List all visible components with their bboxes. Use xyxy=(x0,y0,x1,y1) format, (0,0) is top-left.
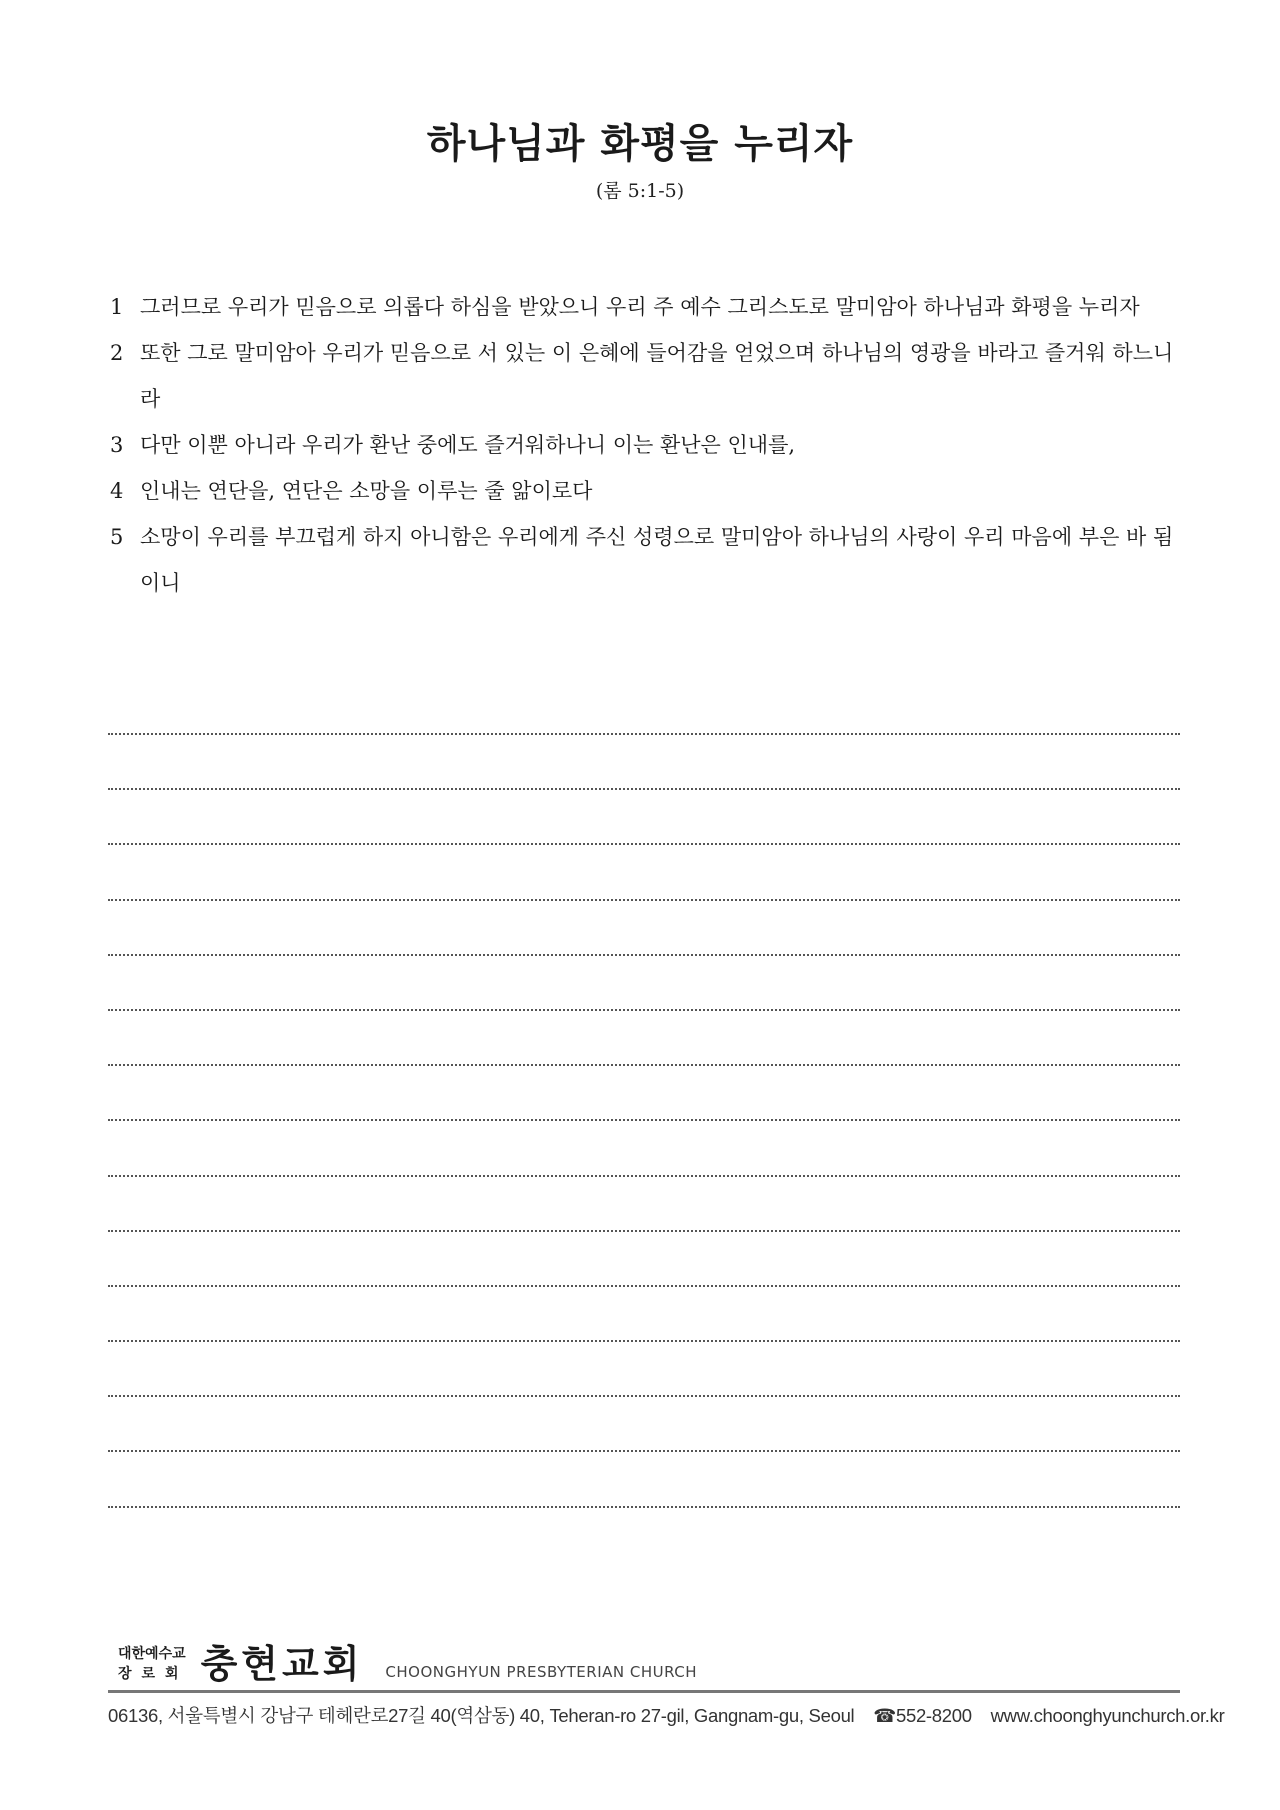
verse-item xyxy=(110,468,1190,514)
writing-line xyxy=(108,1009,1180,1011)
writing-line xyxy=(108,1506,1180,1508)
church-address: 06136, 서울특별시 강남구 테헤란로27길 40(역삼동) 40, Teheran-ro 27-gil, Gangnam-gu, Seoul xyxy=(108,1705,855,1726)
writing-line xyxy=(108,899,1180,901)
denomination-line2: 장로회 xyxy=(118,1666,189,1682)
denomination-line1: 대한예수교 xyxy=(118,1646,186,1662)
writing-line xyxy=(108,788,1180,790)
verse-text: 인내는 연단을, 연단은 소망을 이루는 줄 앎이로다 xyxy=(140,479,593,503)
verse-number: 2 xyxy=(110,341,124,365)
verse-number: 4 xyxy=(110,479,124,503)
verse-list xyxy=(110,284,1190,606)
denomination-label xyxy=(118,1644,189,1684)
verse-number: 3 xyxy=(110,433,124,457)
church-name-en: CHOONGHYUN PRESBYTERIAN CHURCH xyxy=(385,1663,698,1681)
church-name: 충현교회 xyxy=(200,1641,364,1686)
verse-text: 또한 그로 말미암아 우리가 믿음으로 서 있는 이 은혜에 들어감을 얻었으며 하나님의 영광을 바라고 즐거워 하느니라 xyxy=(140,341,1174,411)
church-website: www.choonghyunchurch.or.kr xyxy=(990,1705,1225,1726)
writing-lines xyxy=(108,733,1180,1561)
verse-item xyxy=(110,284,1190,330)
writing-line xyxy=(108,1119,1180,1121)
writing-line xyxy=(108,954,1180,956)
writing-line xyxy=(108,1340,1180,1342)
writing-line xyxy=(108,1285,1180,1287)
verse-text: 소망이 우리를 부끄럽게 하지 아니함은 우리에게 주신 성령으로 말미암아 하나님의 사랑이 우리 마음에 부은 바 됨이니 xyxy=(140,525,1174,595)
verse-item xyxy=(110,514,1190,606)
church-logo xyxy=(118,1641,698,1686)
writing-line xyxy=(108,1064,1180,1066)
page-title: 하나님과 화평을 누리자 xyxy=(426,120,854,167)
footer-contact xyxy=(108,1702,1225,1728)
verse-text: 다만 이뿐 아니라 우리가 환난 중에도 즐거워하나니 이는 환난은 인내를, xyxy=(140,433,796,457)
writing-line xyxy=(108,1230,1180,1232)
writing-line xyxy=(108,843,1180,845)
writing-line xyxy=(108,1175,1180,1177)
scripture-reference: (롬 5:1-5) xyxy=(595,180,685,202)
verse-number: 1 xyxy=(110,295,124,319)
writing-line xyxy=(108,733,1180,735)
verse-item xyxy=(110,422,1190,468)
church-phone: ☎552-8200 xyxy=(873,1705,972,1726)
footer-divider xyxy=(108,1690,1180,1693)
verse-text: 그러므로 우리가 믿음으로 의롭다 하심을 받았으니 우리 주 예수 그리스도로 말미암아 하나님과 화평을 누리자 xyxy=(140,295,1140,319)
writing-line xyxy=(108,1395,1180,1397)
writing-line xyxy=(108,1450,1180,1452)
verse-number: 5 xyxy=(110,525,124,549)
verse-item xyxy=(110,330,1190,422)
